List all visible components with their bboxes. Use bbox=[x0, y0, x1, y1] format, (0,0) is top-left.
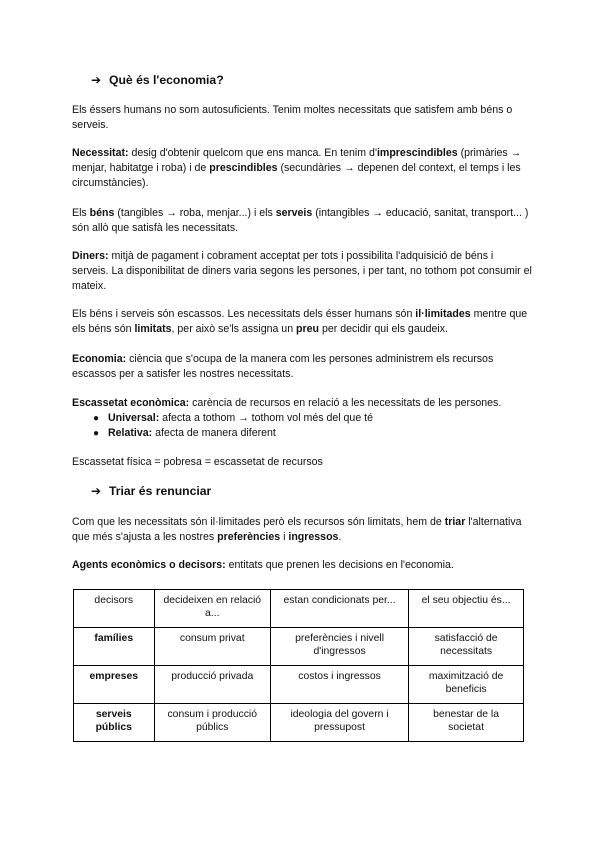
arrow-icon: ➔ bbox=[91, 484, 102, 498]
text-span: ciència que s'ocupa de la manera com les persones administrem els recursos escassos per a satisfer les nostres necessitats. bbox=[72, 353, 494, 380]
arrow-icon: ➔ bbox=[91, 73, 102, 87]
bold-span: limitats bbox=[134, 323, 172, 335]
text-span: afecta de manera diferent bbox=[152, 427, 276, 439]
table-cell: costos i ingressos bbox=[270, 666, 408, 704]
bold-span: ingressos bbox=[288, 531, 339, 543]
table-cell: producció privada bbox=[154, 666, 270, 704]
table-cell: benestar de la societat bbox=[409, 704, 524, 742]
table-header-cell: decideixen en relació a... bbox=[154, 590, 270, 628]
bold-span: il·limitades bbox=[415, 308, 471, 320]
text-span: (intangibles → educació, sanitat, transport... ) són allò que satisfà les necessitats. bbox=[72, 207, 529, 234]
term-escassetat: Escassetat econòmica: bbox=[72, 397, 190, 409]
text-span: Els bbox=[72, 207, 90, 219]
table-row-header: famílies bbox=[74, 628, 155, 666]
section-heading-economia bbox=[91, 73, 224, 88]
bold-span: triar bbox=[444, 516, 466, 528]
triar-paragraph bbox=[72, 515, 532, 545]
term-agents: Agents econòmics o decisors: bbox=[72, 559, 226, 571]
bold-span: preferències bbox=[217, 531, 281, 543]
table-row-header: empreses bbox=[74, 666, 155, 704]
bold-span: Relativa: bbox=[108, 427, 153, 439]
table-cell: consum i producció públics bbox=[154, 704, 270, 742]
table-header-cell: estan condicionats per... bbox=[270, 590, 408, 628]
text-span: desig d'obtenir quelcom que ens manca. En tenim d' bbox=[128, 147, 377, 159]
section-title: Què és l'economia? bbox=[109, 73, 224, 87]
text-span: , per això se'ls assigna un bbox=[171, 323, 297, 335]
table-row bbox=[74, 666, 524, 704]
bold-span: béns bbox=[89, 207, 115, 219]
text-span: l'alternativa que més s'ajusta a les nostres bbox=[72, 516, 522, 543]
bold-span: preu bbox=[296, 323, 320, 335]
table-header-cell: el seu objectiu és... bbox=[409, 590, 524, 628]
text-span: i bbox=[280, 531, 289, 543]
table-cell: preferències i nivell d'ingressos bbox=[270, 628, 408, 666]
table-header-row bbox=[74, 590, 524, 628]
table-row bbox=[74, 704, 524, 742]
bold-span: prescindibles bbox=[209, 162, 278, 174]
bold-span: imprescindibles bbox=[376, 147, 458, 159]
text-span: mentre que els béns són bbox=[72, 308, 528, 335]
economia-paragraph bbox=[72, 352, 532, 382]
bullet-icon: ● bbox=[93, 428, 100, 439]
table-cell: maximització de beneficis bbox=[409, 666, 524, 704]
term-diners: Diners: bbox=[72, 250, 109, 262]
text-span: (secundàries → depenen del context, el temps i les circumstàncies). bbox=[72, 162, 521, 189]
text-span: carència de recursos en relació a les necessitats de les persones. bbox=[189, 397, 502, 409]
bullet-icon: ● bbox=[93, 413, 100, 424]
text-span: Els béns i serveis són escassos. Les necessitats dels ésser humans són bbox=[72, 308, 416, 320]
list-item-relativa bbox=[93, 426, 276, 441]
table-cell: ideologia del govern i pressupost bbox=[270, 704, 408, 742]
section-title: Triar és renunciar bbox=[109, 484, 212, 498]
escassos-paragraph bbox=[72, 307, 532, 337]
intro-paragraph: Els éssers humans no som autosuficients. Tenim moltes necessitats que satisfem amb béns o serveis. bbox=[72, 104, 513, 131]
text-span: mitjà de pagament i cobrament acceptat per tots i possibilita l'adquisició de béns i serveis. La disponibilitat de diners varia segons les persones, i per tant, no tothom pot consumir el mateix. bbox=[72, 250, 532, 292]
necessitat-paragraph bbox=[72, 146, 532, 191]
list-item-universal bbox=[93, 411, 373, 426]
text-span: per decidir qui els gaudeix. bbox=[319, 323, 448, 335]
fisica-paragraph: Escassetat física = pobresa = escassetat de recursos bbox=[72, 456, 323, 468]
term-necessitat: Necessitat: bbox=[72, 147, 129, 159]
agents-paragraph bbox=[72, 558, 532, 573]
table-row-header: serveis públics bbox=[74, 704, 155, 742]
agents-table bbox=[73, 589, 524, 742]
table-cell: satisfacció de necessitats bbox=[409, 628, 524, 666]
text-span: . bbox=[338, 531, 342, 543]
table-header-cell: decisors bbox=[74, 590, 155, 628]
text-span: (primàries → menjar, habitatge i roba) i de bbox=[72, 147, 522, 174]
text-span: Com que les necessitats són il·limitades però els recursos són limitats, hem de bbox=[72, 516, 445, 528]
bold-span: serveis bbox=[275, 207, 313, 219]
text-span: entitats que prenen les decisions en l'economia. bbox=[225, 559, 454, 571]
text-span: afecta a tothom → tothom vol més del que té bbox=[159, 412, 373, 424]
term-economia: Economia: bbox=[72, 353, 127, 365]
table-cell: consum privat bbox=[154, 628, 270, 666]
diners-paragraph bbox=[72, 249, 532, 294]
section-heading-triar bbox=[91, 484, 211, 499]
text-span: (tangibles → roba, menjar...) i els bbox=[114, 207, 276, 219]
bens-paragraph bbox=[72, 206, 532, 236]
table-row bbox=[74, 628, 524, 666]
bold-span: Universal: bbox=[108, 412, 160, 424]
escassetat-paragraph bbox=[72, 396, 532, 411]
